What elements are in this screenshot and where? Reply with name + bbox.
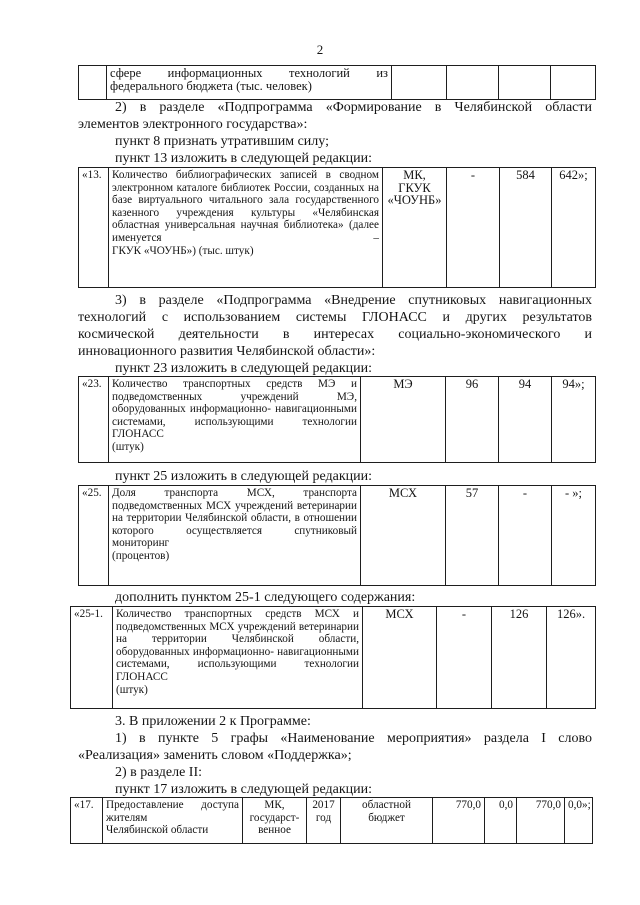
- value-cell: 57: [446, 486, 499, 586]
- other-cell: 0,0»;: [565, 798, 593, 844]
- indicator-text: Количество библиографических записей в сводном электронном каталоге библиотек России, созданных на базе виртуального читального зала государственного казенного учреждения культуры «Челябинская областная универсальная научная библиотека» (далее именуется – ГКУК «ЧОУНБ») (тыс. штук): [109, 168, 383, 288]
- value-cell: 584: [500, 168, 552, 288]
- item-number: «13.: [79, 168, 109, 288]
- table-row: [79, 486, 596, 586]
- item-number: «23.: [79, 377, 109, 463]
- value-cell: 96: [446, 377, 499, 463]
- item-number: «17.: [71, 798, 103, 844]
- indicator-text: Доля транспорта МСХ, транспорта подведомственных МСХ учреждений ветеринарии на территории Челябинской области, в отношении которого осуществляется спутниковый мониторинг (процентов): [109, 486, 361, 586]
- year-cell: 2017 год: [307, 798, 341, 844]
- table-row: [71, 798, 593, 844]
- table-item-17: [70, 797, 593, 844]
- paragraph-section-3: 3) в разделе «Подпрограмма «Внедрение спутниковых навигационных: [115, 293, 592, 308]
- total-cell: 770,0: [433, 798, 485, 844]
- table-row: [79, 66, 596, 100]
- executor-cell: МЭ: [361, 377, 446, 463]
- table-cell-text: сфере информационных технологий из федерального бюджета (тыс. человек): [107, 66, 392, 100]
- paragraph-item-23-intro: пункт 23 изложить в следующей редакции:: [115, 361, 372, 376]
- funding-source-cell: областной бюджет: [341, 798, 433, 844]
- executor-cell: МК, ГКУК «ЧОУНБ»: [383, 168, 447, 288]
- value-cell: - »;: [552, 486, 596, 586]
- value-cell: -: [499, 486, 552, 586]
- executor-cell: МК, государст- венное: [243, 798, 307, 844]
- paragraph-section-3-line4: инновационного развития Челябинской области»:: [78, 344, 376, 359]
- table-row: [79, 377, 596, 463]
- paragraph-appendix-item-1: 1) в пункте 5 графы «Наименование мероприятия» раздела I слово: [115, 731, 592, 746]
- table-item-13: [78, 167, 596, 288]
- table-row: [71, 607, 596, 709]
- indicator-text: Количество транспортных средств МЭ и подведомственных учреждений МЭ, оборудованных информационно- навигационными системами, использующими технологии ГЛОНАСС (штук): [109, 377, 361, 463]
- value-cell: -: [437, 607, 492, 709]
- table-fragment-top: [78, 65, 596, 100]
- paragraph-appendix-2: 3. В приложении 2 к Программе:: [115, 714, 311, 729]
- executor-cell: МСХ: [363, 607, 437, 709]
- value-cell: 642»;: [552, 168, 596, 288]
- paragraph-item-17-intro: пункт 17 изложить в следующей редакции:: [115, 782, 372, 797]
- value-cell: 126: [492, 607, 547, 709]
- item-number: «25.: [79, 486, 109, 586]
- paragraph-appendix-item-1-cont: «Реализация» заменить словом «Поддержка»;: [78, 748, 352, 763]
- paragraph-section-ii: 2) в разделе II:: [115, 765, 203, 780]
- value-cell: 94»;: [552, 377, 596, 463]
- paragraph-section-2-cont: элементов электронного государства»:: [78, 117, 308, 132]
- federal-cell: 0,0: [485, 798, 517, 844]
- paragraph-section-2: 2) в разделе «Подпрограмма «Формирование в Челябинской области: [115, 100, 592, 115]
- paragraph-section-3-line2: технологий с использованием системы ГЛОНАСС и других результатов: [78, 310, 592, 325]
- table-row: [79, 168, 596, 288]
- paragraph-item-13-intro: пункт 13 изложить в следующей редакции:: [115, 151, 372, 166]
- paragraph-section-3-line3: космической деятельности в интересах социально-экономического и: [78, 327, 592, 342]
- value-cell: -: [447, 168, 500, 288]
- value-cell: 126».: [547, 607, 596, 709]
- regional-cell: 770,0: [517, 798, 565, 844]
- table-item-25-1: [70, 606, 596, 709]
- paragraph-item-25-intro: пункт 25 изложить в следующей редакции:: [115, 469, 372, 484]
- page-number: 2: [316, 42, 324, 57]
- measure-text: Предоставление доступа жителям Челябинской области: [103, 798, 243, 844]
- table-item-23: [78, 376, 596, 463]
- paragraph-add-25-1: дополнить пунктом 25-1 следующего содержания:: [115, 590, 416, 605]
- item-number: «25-1.: [71, 607, 113, 709]
- indicator-text: Количество транспортных средств МСХ и подведомственных МСХ учреждений ветеринарии на территории Челябинской области, оборудованных информационно- навигационными системами, использующими технологии ГЛОНАСС (штук): [113, 607, 363, 709]
- value-cell: 94: [499, 377, 552, 463]
- paragraph-item-8: пункт 8 признать утратившим силу;: [115, 134, 329, 149]
- table-item-25: [78, 485, 596, 586]
- executor-cell: МСХ: [361, 486, 446, 586]
